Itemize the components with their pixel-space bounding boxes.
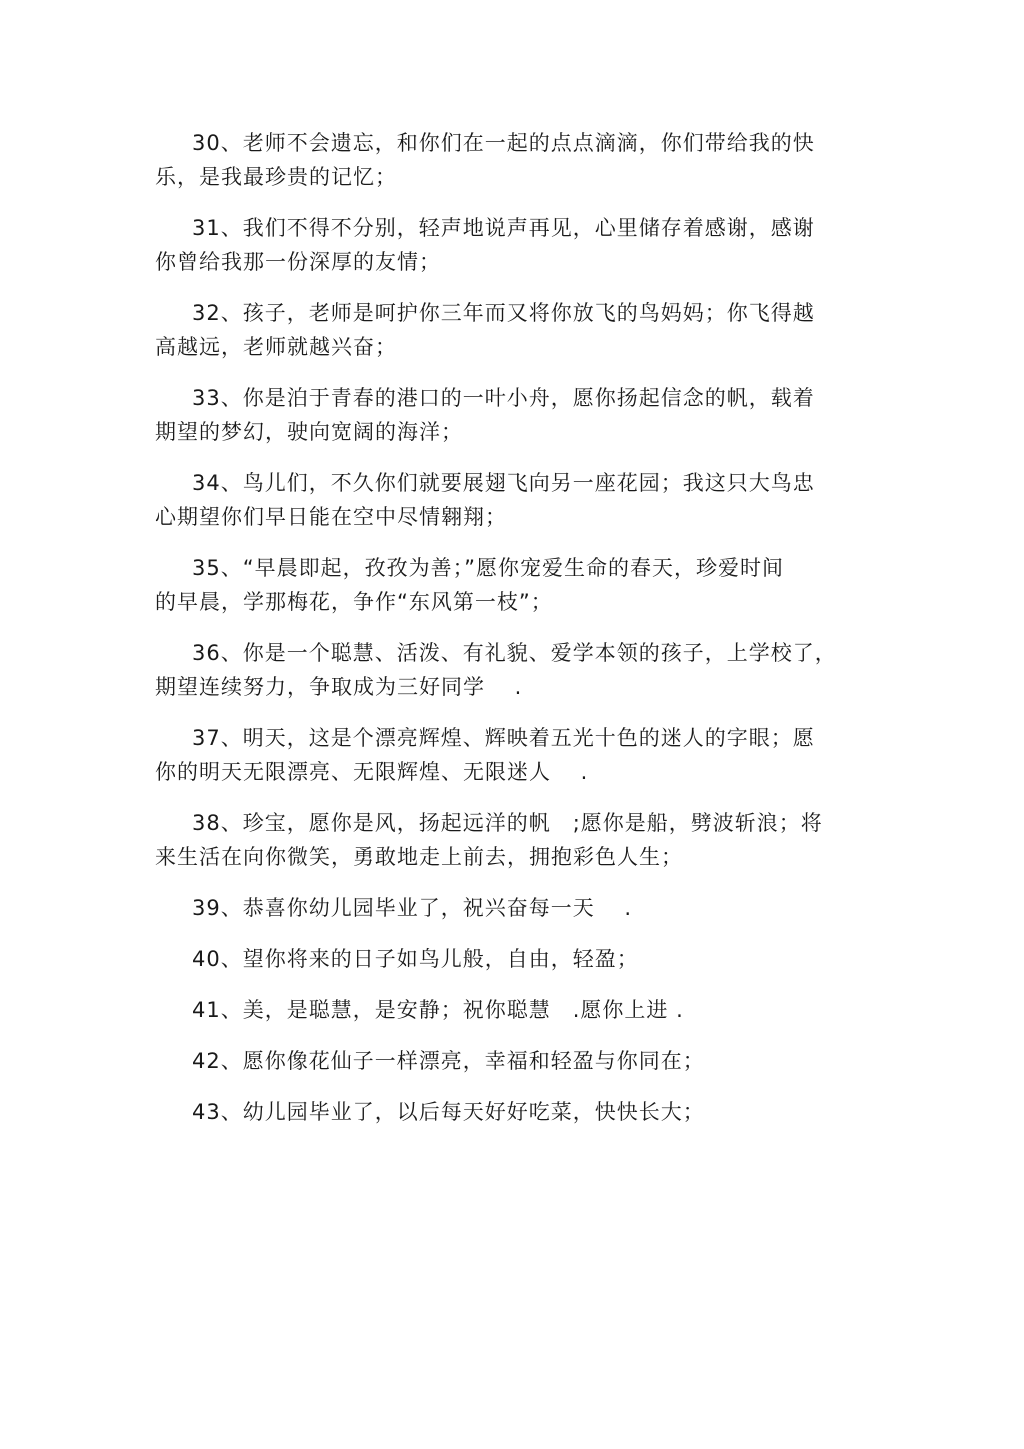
paragraph-38 [155, 806, 845, 874]
paragraph-line: 你的明天无限漂亮、无限辉煌、无限迷人 . [155, 760, 589, 784]
paragraph-line: 期望连续努力，争取成为三好同学 . [155, 675, 523, 699]
paragraph-37 [155, 721, 845, 789]
paragraph-32 [155, 296, 845, 364]
paragraph-line: 的早晨，学那梅花，争作“东风第一枝”； [155, 590, 553, 614]
paragraph-line: 33、你是泊于青春的港口的一叶小舟，愿你扬起信念的帆，载着 [192, 386, 815, 410]
paragraph-line: 35、“早晨即起，孜孜为善；”愿你宠爱生命的春天，珍爱时间 [192, 556, 784, 580]
paragraph-36 [155, 636, 845, 704]
paragraph-line: 36、你是一个聪慧、活泼、有礼貌、爱学本领的孩子，上学校了， [192, 641, 837, 665]
paragraph-line: 来生活在向你微笑，勇敢地走上前去，拥抱彩色人生； [155, 845, 683, 869]
paragraph-34 [155, 466, 845, 534]
paragraph-42 [155, 1044, 845, 1078]
paragraph-41 [155, 993, 845, 1027]
paragraph-line: 高越远，老师就越兴奋； [155, 335, 397, 359]
paragraph-line: 乐，是我最珍贵的记忆； [155, 165, 397, 189]
paragraph-line: 39、恭喜你幼儿园毕业了，祝兴奋每一天 . [192, 896, 633, 920]
paragraph-line: 心期望你们早日能在空中尽情翱翔； [155, 505, 507, 529]
paragraph-line: 31、我们不得不分别，轻声地说声再见，心里储存着感谢，感谢 [192, 216, 815, 240]
paragraph-31 [155, 211, 845, 279]
paragraph-line: 40、望你将来的日子如鸟儿般，自由，轻盈； [192, 947, 639, 971]
paragraph-39 [155, 891, 845, 925]
paragraph-35 [155, 551, 845, 619]
paragraph-line: 期望的梦幻，驶向宽阔的海洋； [155, 420, 463, 444]
document-body [155, 126, 845, 1146]
paragraph-line: 30、老师不会遗忘，和你们在一起的点点滴滴，你们带给我的快 [192, 131, 815, 155]
paragraph-line: 37、明天，这是个漂亮辉煌、辉映着五光十色的迷人的字眼；愿 [192, 726, 815, 750]
paragraph-43 [155, 1095, 845, 1129]
paragraph-line: 32、孩子，老师是呵护你三年而又将你放飞的鸟妈妈；你飞得越 [192, 301, 815, 325]
paragraph-line: 你曾给我那一份深厚的友情； [155, 250, 441, 274]
paragraph-line: 43、幼儿园毕业了，以后每天好好吃菜，快快长大； [192, 1100, 705, 1124]
paragraph-line: 42、愿你像花仙子一样漂亮，幸福和轻盈与你同在； [192, 1049, 705, 1073]
paragraph-33 [155, 381, 845, 449]
paragraph-40 [155, 942, 845, 976]
paragraph-line: 38、珍宝，愿你是风，扬起远洋的帆 ;愿你是船，劈波斩浪；将 [192, 811, 823, 835]
paragraph-line: 41、美，是聪慧，是安静；祝你聪慧 .愿你上进 . [192, 998, 684, 1022]
paragraph-30 [155, 126, 845, 194]
paragraph-line: 34、鸟儿们，不久你们就要展翅飞向另一座花园；我这只大鸟忠 [192, 471, 815, 495]
